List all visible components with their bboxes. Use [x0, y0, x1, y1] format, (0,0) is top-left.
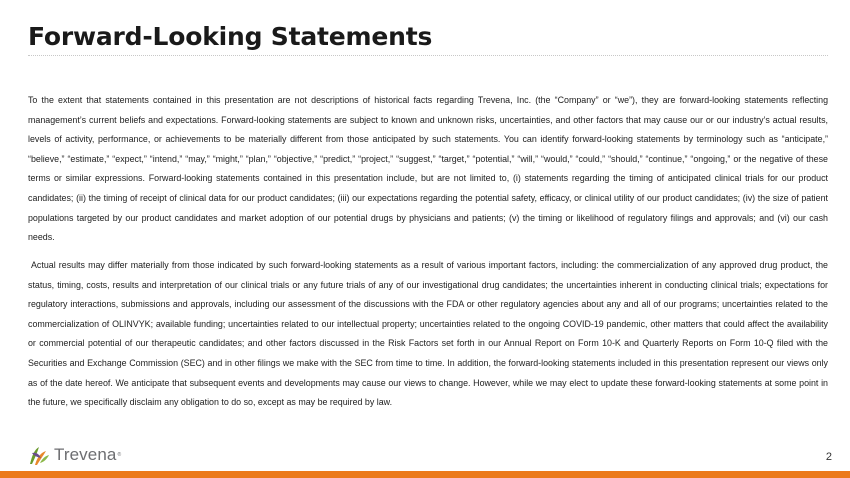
logo-wordmark: Trevena: [54, 445, 117, 464]
slide-title: Forward-Looking Statements: [28, 22, 433, 51]
disclaimer-paragraph-1: To the extent that statements contained in this presentation are not descriptions of historical facts regarding Trevena, Inc. (the “Company” or “we”), they are forward-looking statements reflecting management’s current beliefs and expectations. Forward-looking statements are subject to known and unknown risks, uncertainties, and other factors that may cause our or our industry’s actual results, levels of activity, performance, or achievements to be materially different from those anticipated by such statements. You can identify forward-looking statements by terminology such as “anticipate,” “believe,” “estimate,” “expect,” “intend,” “may,” “might,” “plan,” “objective,” “predict,” “project,” “suggest,” “target,” “potential,” “will,” “would,” “could,” “should,” “continue,” “ongoing,” or the negative of these terms or similar expressions. Forward-looking statements contained in this presentation include, but are not limited to, (i) statements regarding the timing of anticipated clinical trials for our product candidates; (ii) the timing of receipt of clinical data for our product candidates; (iii) our expectations regarding the potential safety, efficacy, or clinical utility of our product candidates; (iv) the size of patient populations targeted by our product candidates and market adoption of our potential drugs by physicians and patients; (v) the timing or likelihood of regulatory filings and approvals; and (vi) our cash needs.: [28, 95, 828, 243]
bottom-accent-bar: [0, 471, 850, 478]
trevena-logo: [28, 442, 121, 468]
registered-mark: ®: [117, 452, 122, 458]
disclaimer-paragraph-2: Actual results may differ materially from those indicated by such forward-looking statements as a result of various important factors, including: the commercialization of any approved drug product, the status, timing, costs, results and interpretation of our clinical trials or any future trials of any of our investigational drug candidates; the uncertainties inherent in conducting clinical trials; expectations for regulatory interactions, submissions and approvals, including our assessment of the discussions with the FDA or other regulatory agencies about any and all of our programs; uncertainties related to the commercialization of OLINVYK; available funding; uncertainties related to our intellectual property; uncertainties related to the ongoing COVID-19 pandemic, other matters that could affect the availability or commercial potential of our therapeutic candidates; and other factors discussed in the Risk Factors set forth in our Annual Report on Form 10-K and Quarterly Reports on Form 10-Q filed with the Securities and Exchange Commission (SEC) and in other filings we make with the SEC from time to time. In addition, the forward-looking statements included in this presentation represent our views only as of the date hereof. We anticipate that subsequent events and developments may cause our views to change. However, while we may elect to update these forward-looking statements at some point in the future, we specifically disclaim any obligation to do so, except as may be required by law.: [28, 260, 828, 408]
trevena-leaf-icon: [28, 444, 50, 466]
title-divider: [28, 55, 828, 56]
page-number: 2: [825, 451, 832, 463]
